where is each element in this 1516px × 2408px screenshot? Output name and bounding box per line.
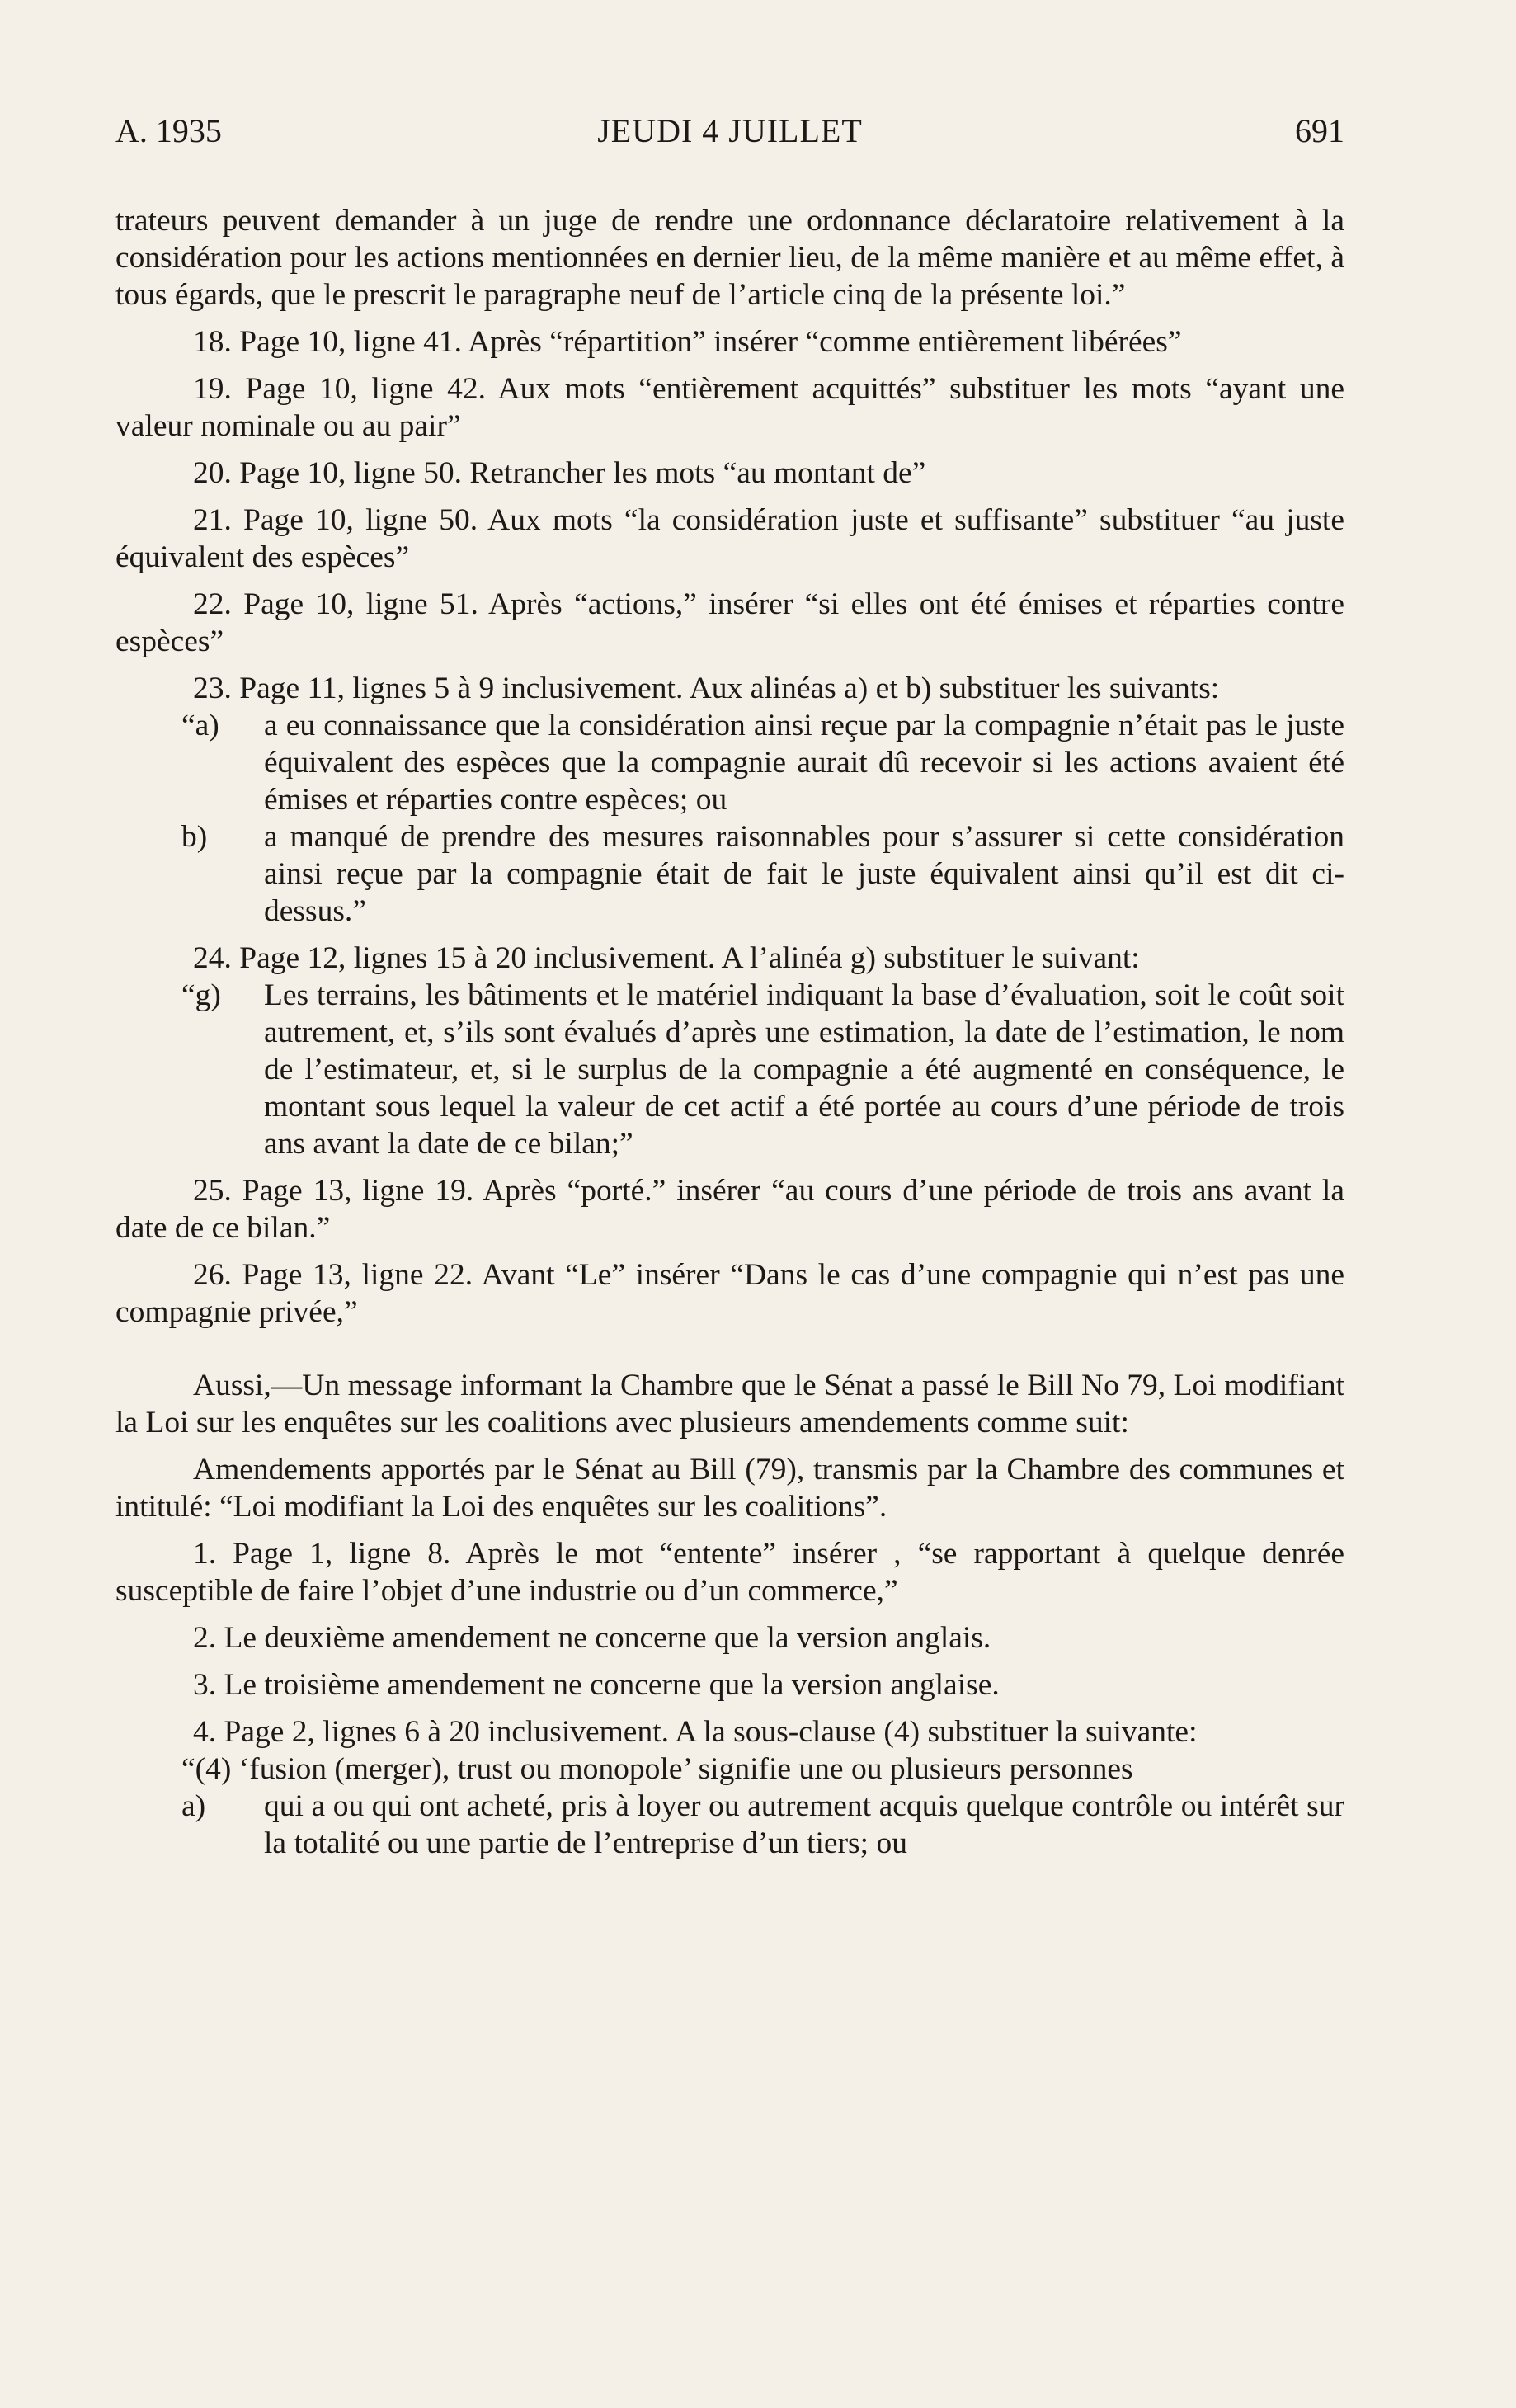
amendment-21: 21. Page 10, ligne 50. Aux mots “la considération juste et suffisante” substituer “au juste équivalent des espèces” — [115, 503, 1344, 574]
clause-marker: “a) — [181, 709, 219, 742]
coalition-amendment-2: 2. Le deuxième amendement ne concerne que la version anglais. — [193, 1621, 991, 1655]
subclause-4-a — [115, 1788, 1344, 1862]
clause-text: qui a ou qui ont acheté, pris à loyer ou autrement acquis quelque contrôle ou intérêt sur la totalité ou une partie de l’entreprise d’un tiers; ou — [264, 1789, 1344, 1860]
clause-23-a — [115, 707, 1344, 818]
clause-marker: a) — [181, 1789, 206, 1823]
clause-marker: “g) — [181, 978, 221, 1012]
coalition-amendment-3: 3. Le troisième amendement ne concerne que la version anglaise. — [193, 1668, 1000, 1702]
clause-text: a eu connaissance que la considération ainsi reçue par la compagnie n’était pas le juste équivalent des espèces que la compagnie aurait dû recevoir si les actions avaient été émises et réparties contre espèces; ou — [264, 709, 1344, 817]
header-date: JEUDI 4 JUILLET — [597, 112, 863, 149]
amendment-25: 25. Page 13, ligne 19. Après “porté.” insérer “au cours d’une période de trois ans avant la date de ce bilan.” — [115, 1174, 1344, 1245]
running-header — [115, 111, 1344, 153]
amendment-19: 19. Page 10, ligne 42. Aux mots “entièrement acquittés” substituer les mots “ayant une valeur nominale ou au pair” — [115, 372, 1344, 443]
amendment-23: 23. Page 11, lignes 5 à 9 inclusivement. Aux alinéas a) et b) substituer les suivants: — [193, 672, 1220, 705]
clause-text: Les terrains, les bâtiments et le matériel indiquant la base d’évaluation, soit le coût soit autrement, et, s’ils sont évalués d’après une estimation, la date de l’estimation, le nom de l’estimateur, et, si le surplus de la compagnie a été augmenté en conséquence, le montant sous lequel la valeur de cet actif a été portée au cours d’une période de trois ans avant la date de ce bilan;” — [264, 978, 1344, 1161]
continued-paragraph: trateurs peuvent demander à un juge de rendre une ordonnance déclaratoire relativement à la considération pour les actions mentionnées en dernier lieu, de la même manière et au même effet, à tous égards, que le prescrit le paragraphe neuf de l’article cinq de la présente loi.” — [115, 204, 1344, 312]
coalition-amendment-1: 1. Page 1, ligne 8. Après le mot “entente” insérer , “se rapportant à quelque denrée susceptible de faire l’objet d’une industrie ou d’un commerce,” — [115, 1537, 1344, 1608]
document-body — [115, 202, 1344, 1862]
amendment-20: 20. Page 10, ligne 50. Retrancher les mots “au montant de” — [193, 456, 926, 490]
senate-message: Aussi,—Un message informant la Chambre que le Sénat a passé le Bill No 79, Loi modifiant la Loi sur les enquêtes sur les coalitions avec plusieurs amendements comme suit: — [115, 1369, 1344, 1440]
page-number: 691 — [1295, 112, 1344, 149]
clause-text: a manqué de prendre des mesures raisonnables pour s’assurer si cette considération ainsi reçue par la compagnie était de fait le juste équivalent ainsi qu’il est dit ci-dessus.” — [264, 820, 1344, 928]
amendment-26: 26. Page 13, ligne 22. Avant “Le” insérer “Dans le cas d’une compagnie qui n’est pas une compagnie privée,” — [115, 1258, 1344, 1329]
header-year: A. 1935 — [115, 112, 222, 149]
clause-23-b — [115, 818, 1344, 930]
subclause-4-definition: “(4) ‘fusion (merger), trust ou monopole’ signifie une ou plusieurs personnes — [181, 1752, 1133, 1786]
clause-marker: b) — [181, 820, 208, 854]
amendment-22: 22. Page 10, ligne 51. Après “actions,” insérer “si elles ont été émises et réparties contre espèces” — [115, 587, 1344, 658]
amendments-intro: Amendements apportés par le Sénat au Bill (79), transmis par la Chambre des communes et intitulé: “Loi modifiant la Loi des enquêtes sur les coalitions”. — [115, 1453, 1344, 1524]
clause-24-g — [115, 977, 1344, 1162]
amendment-18: 18. Page 10, ligne 41. Après “répartition” insérer “comme entièrement libérées” — [193, 325, 1182, 359]
coalition-amendment-4: 4. Page 2, lignes 6 à 20 inclusivement. A la sous-clause (4) substituer la suivante: — [193, 1715, 1198, 1749]
amendment-24: 24. Page 12, lignes 15 à 20 inclusivement. A l’alinéa g) substituer le suivant: — [193, 941, 1140, 975]
